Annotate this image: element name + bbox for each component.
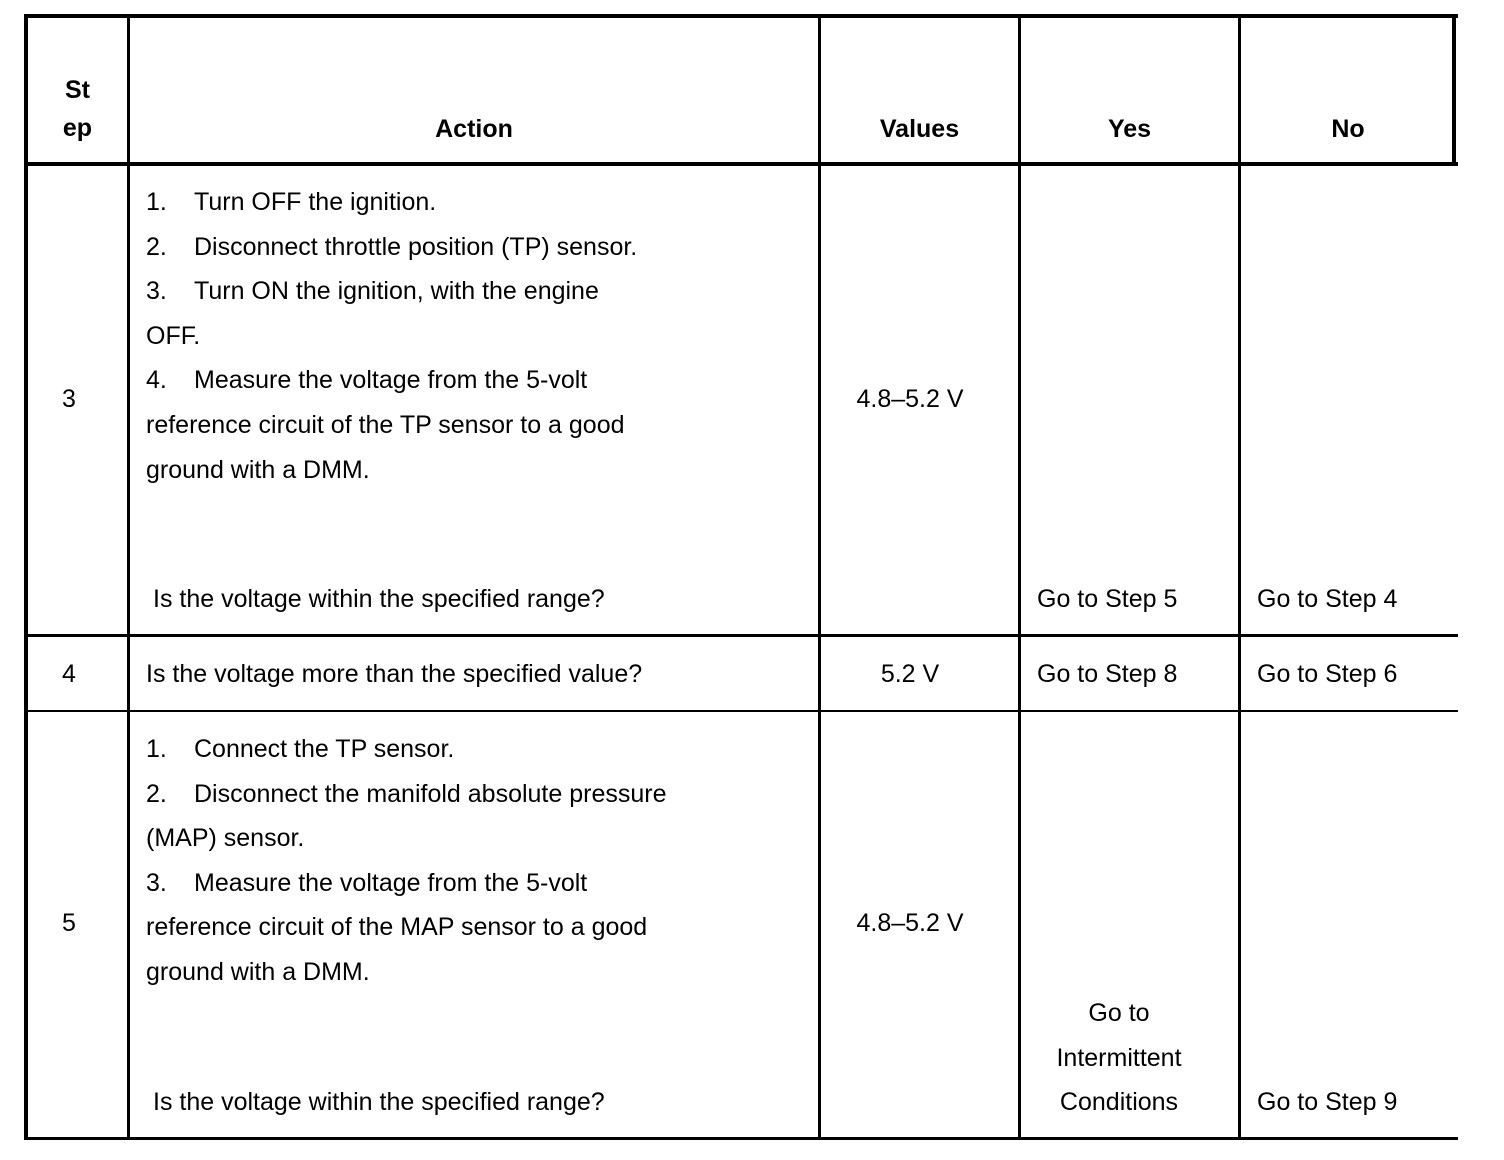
action-step-continued: (MAP) sensor. — [146, 824, 305, 853]
action-steps — [146, 727, 667, 995]
action-steps — [146, 180, 637, 492]
header-action: Action — [435, 115, 513, 143]
yes-cell: Go to Step 8 — [1037, 660, 1178, 688]
header-step-line-2: ep — [62, 114, 93, 142]
column-divider — [127, 14, 130, 1140]
yes-cell — [1021, 991, 1217, 1125]
header-values: Values — [879, 115, 960, 143]
header-step — [28, 71, 127, 147]
value-cell: 5.2 V — [880, 660, 940, 688]
table-border-left — [24, 14, 28, 1140]
yes-cell-line: Go to — [1088, 999, 1150, 1027]
action-step: 4. Measure the voltage from the 5-volt — [146, 366, 588, 395]
action-step-continued: OFF. — [146, 321, 201, 350]
header-no: No — [1331, 115, 1365, 143]
step-number: 5 — [62, 909, 76, 937]
value-cell: 4.8–5.2 V — [856, 909, 964, 937]
action-step: 3. Turn ON the ignition, with the engine — [146, 277, 599, 306]
action-step-continued: ground with a DMM. — [146, 455, 370, 484]
action-step-continued: ground with a DMM. — [146, 957, 370, 986]
action-step-continued: reference circuit of the MAP sensor to a good — [146, 913, 648, 942]
row-divider — [24, 634, 1458, 637]
column-divider — [1018, 14, 1021, 1140]
step-number: 4 — [62, 660, 76, 688]
action-step: 3. Measure the voltage from the 5-volt — [146, 868, 588, 897]
column-divider — [818, 14, 821, 1140]
action-step: 1. Connect the TP sensor. — [146, 735, 455, 763]
yes-cell: Go to Step 5 — [1037, 585, 1178, 613]
action-step: 2. Disconnect the manifold absolute pressure — [146, 779, 667, 808]
step-number: 3 — [62, 385, 76, 413]
yes-cell-line: Intermittent — [1056, 1043, 1182, 1072]
no-cell: Go to Step 6 — [1257, 660, 1398, 688]
table-border-top — [24, 14, 1458, 18]
header-yes: Yes — [1107, 115, 1152, 143]
action-question: Is the voltage within the specified range? — [153, 1088, 605, 1116]
yes-cell-line: Conditions — [1059, 1088, 1179, 1117]
value-cell: 4.8–5.2 V — [856, 385, 964, 413]
no-cell: Go to Step 4 — [1257, 585, 1398, 613]
action-question: Is the voltage within the specified range? — [153, 585, 605, 613]
no-cell: Go to Step 9 — [1257, 1088, 1398, 1116]
column-divider — [1238, 14, 1241, 1140]
action-step-continued: reference circuit of the TP sensor to a good — [146, 410, 625, 439]
action-question: Is the voltage more than the specified value? — [146, 660, 643, 688]
action-step: 1. Turn OFF the ignition. — [146, 188, 437, 216]
row-divider — [24, 710, 1458, 712]
action-step: 2. Disconnect throttle position (TP) sensor. — [146, 232, 638, 261]
table-border-bottom — [24, 1137, 1458, 1140]
header-step-line-1: St — [65, 76, 90, 104]
header-divider — [24, 162, 1458, 166]
